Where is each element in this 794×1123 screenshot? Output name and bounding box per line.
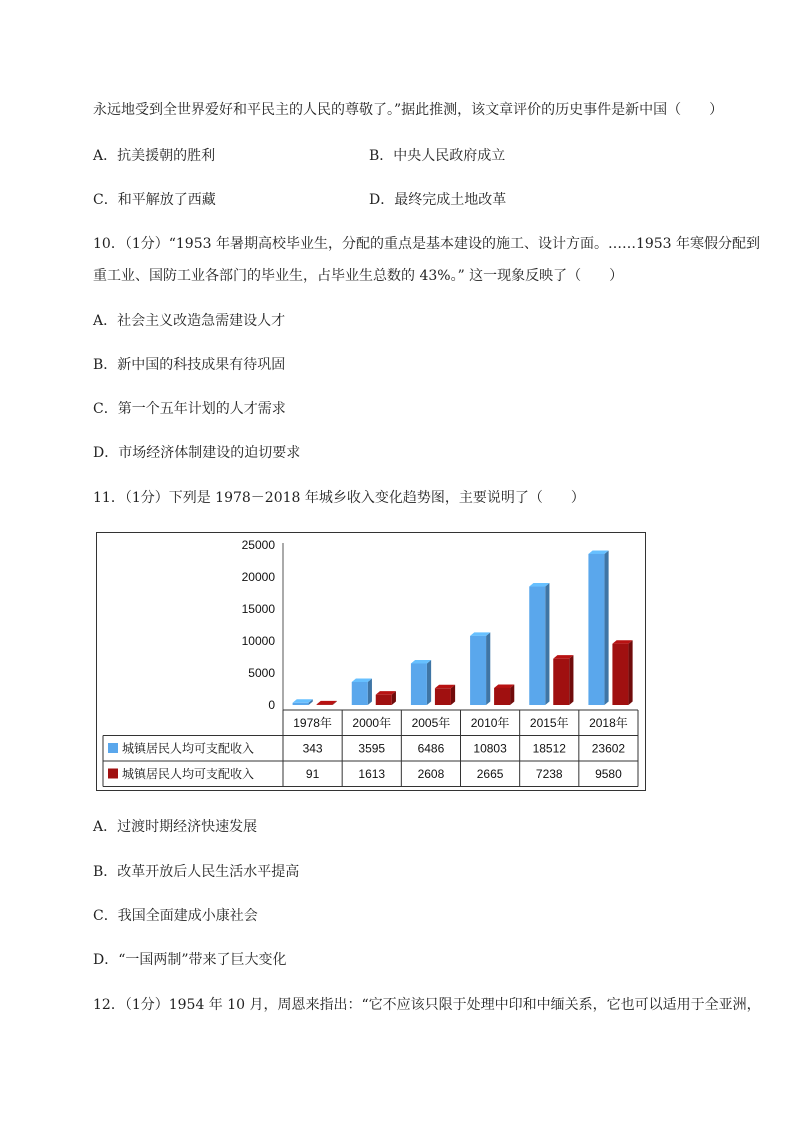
q9-option-b[interactable]: B．中央人民政府成立	[369, 148, 506, 164]
x-tick-label: 2015年	[529, 716, 569, 730]
bar	[352, 682, 368, 705]
q9-option-d[interactable]: D．最终完成土地改革	[369, 192, 507, 208]
q10-option-b[interactable]: B．新中国的科技成果有待巩固	[93, 357, 286, 373]
bar	[411, 663, 427, 705]
x-tick-label: 2000年	[352, 716, 392, 730]
data-label: 9580	[595, 767, 622, 781]
bar-side	[427, 660, 431, 705]
data-label: 1613	[358, 767, 386, 781]
bar	[612, 644, 628, 705]
bar	[435, 688, 451, 705]
data-label: 18512	[532, 741, 566, 756]
y-tick-label: 10000	[241, 634, 275, 648]
bar-side	[368, 678, 372, 705]
income-chart-svg	[97, 533, 647, 792]
x-tick-label: 2010年	[470, 716, 510, 730]
y-tick-label: 20000	[241, 570, 275, 584]
bar-side	[486, 632, 490, 705]
y-tick-label: 5000	[248, 666, 275, 680]
bar	[376, 695, 392, 705]
data-label: 3595	[358, 741, 386, 756]
bar	[470, 636, 486, 705]
bar	[494, 688, 510, 705]
x-tick-label: 1978年	[293, 716, 332, 730]
q10-option-c[interactable]: C．第一个五年计划的人才需求	[93, 401, 286, 417]
q11-stem: 11．（1分）下列是 1978－2018 年城乡收入变化趋势图，主要说明了（ ）	[93, 490, 585, 506]
q10-stem-line2: 重工业、国防工业各部门的毕业生，占毕业生总数的 43%。” 这一现象反映了（ ）	[93, 268, 624, 284]
y-tick-label: 0	[268, 698, 275, 712]
q11-option-b[interactable]: B．改革开放后人民生活水平提高	[93, 864, 300, 880]
y-tick-label: 25000	[241, 538, 275, 552]
q9-continuation: 永远地受到全世界爱好和平民主的人民的尊敬了。”据此推测，该文章评价的历史事件是新中国（ ）	[93, 102, 724, 118]
q11-option-c[interactable]: C．我国全面建成小康社会	[93, 908, 258, 924]
q9-option-a[interactable]: A．抗美援朝的胜利	[93, 148, 216, 164]
bar	[588, 554, 604, 705]
bar-side	[545, 583, 549, 705]
legend-swatch	[108, 743, 118, 753]
data-label: 2665	[476, 767, 504, 781]
income-chart	[96, 532, 646, 791]
legend-label: 城镇居民人均可支配收入	[122, 741, 255, 756]
x-tick-label: 2005年	[411, 716, 451, 730]
q10-stem-line1: 10．（1分）“1953 年暑期高校毕业生，分配的重点是基本建设的施工、设计方面。……1953 年寒假分配到	[93, 236, 761, 252]
bar-side	[628, 640, 632, 705]
q10-option-a[interactable]: A．社会主义改造急需建设人才	[93, 313, 286, 329]
bar-side	[510, 684, 514, 705]
data-label: 23602	[591, 741, 626, 756]
bar	[529, 587, 545, 705]
bar	[553, 659, 569, 705]
q10-option-d[interactable]: D．市场经济体制建设的迫切要求	[93, 445, 301, 461]
data-label: 91	[305, 767, 320, 781]
x-tick-label: 2018年	[589, 716, 628, 730]
bar-side	[604, 550, 608, 705]
bar-side	[451, 685, 455, 705]
legend-label: 城镇居民人均可支配收入	[122, 767, 255, 781]
data-label: 10803	[473, 741, 507, 756]
y-tick-label: 15000	[241, 602, 275, 616]
q11-option-d[interactable]: D．“一国两制”带来了巨大变化	[93, 952, 287, 968]
data-label: 6486	[417, 741, 445, 756]
data-label: 343	[302, 741, 323, 756]
bar	[317, 704, 333, 705]
data-label: 7238	[535, 767, 563, 781]
q12-stem-line1: 12．（1分）1954 年 10 月，周恩来指出：“它不应该只限于处理中印和中缅关系，它也可以适用于全亚洲，	[93, 997, 761, 1013]
q9-option-c[interactable]: C．和平解放了西藏	[93, 192, 216, 208]
bar	[293, 703, 309, 705]
legend-swatch	[108, 769, 118, 779]
data-label: 2608	[417, 767, 445, 781]
q11-option-a[interactable]: A．过渡时期经济快速发展	[93, 819, 258, 835]
bar-side	[569, 655, 573, 705]
